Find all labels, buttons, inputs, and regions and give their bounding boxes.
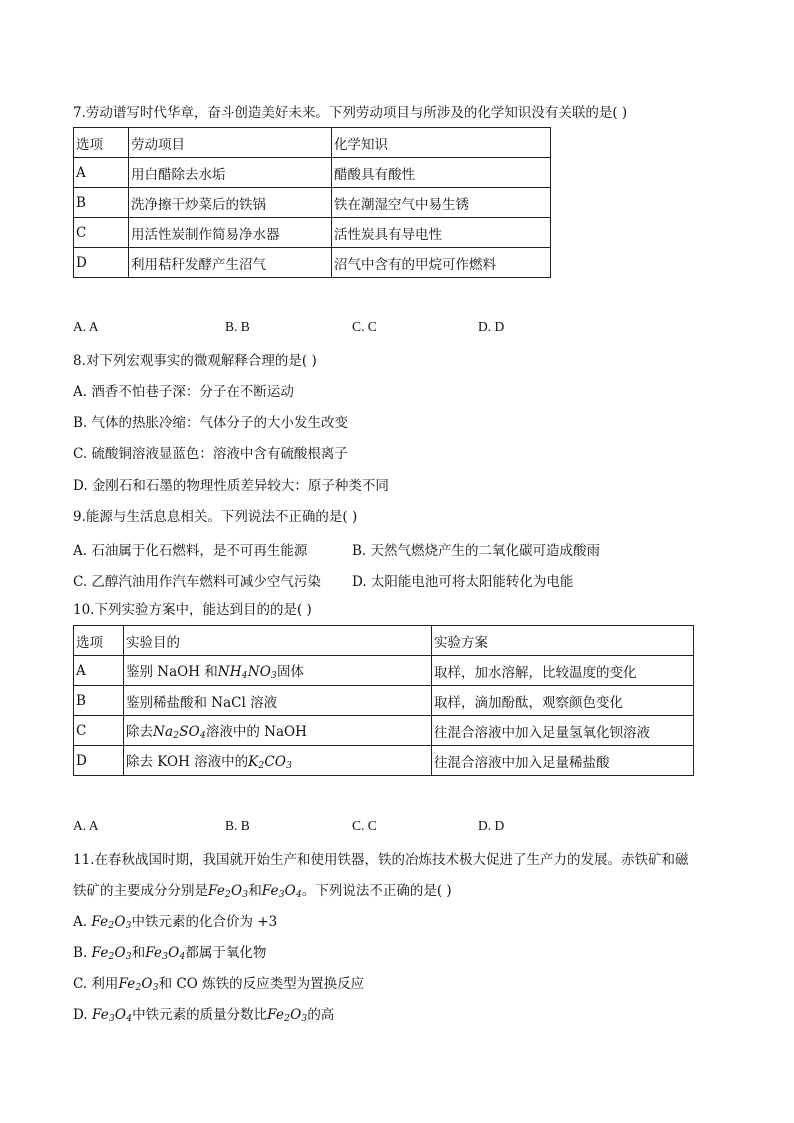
- table-cell: B: [74, 686, 124, 716]
- table-row: [74, 686, 694, 716]
- formula-k2co3: $K_2CO_3$: [248, 754, 293, 771]
- table-cell: 往混合溶液中加入足量稀盐酸: [432, 746, 694, 776]
- table-header-cell: 选项: [74, 128, 129, 158]
- option-label: C. 利用: [73, 976, 119, 992]
- cell-text: 鉴别 NaOH 和: [126, 664, 218, 680]
- table-header-cell: 选项: [74, 626, 124, 656]
- table-cell: 铁在潮湿空气中易生锈: [332, 188, 551, 218]
- option-b[interactable]: B. 气体的热胀冷缩：气体分子的大小发生改变: [73, 415, 349, 431]
- stem-text: 铁矿的主要成分分别是: [73, 883, 208, 899]
- table-cell: 取样，滴加酚酞，观察颜色变化: [432, 686, 694, 716]
- cell-text: 除去: [126, 724, 153, 740]
- option-text: 都属于氧化物: [185, 945, 267, 961]
- option-d[interactable]: [73, 1006, 334, 1028]
- table-header-cell: 劳动项目: [129, 128, 332, 158]
- table-cell: A: [74, 656, 124, 686]
- option-b[interactable]: [73, 944, 266, 966]
- option-c[interactable]: [73, 975, 364, 997]
- option-label: B.: [73, 945, 92, 961]
- table-cell: A: [74, 158, 129, 188]
- formula-na2so4: $Na_2SO_4$: [153, 724, 206, 741]
- cell-text: 固体: [276, 664, 304, 680]
- table-row: [74, 716, 694, 746]
- option-c[interactable]: C. C: [352, 319, 377, 334]
- table-cell: 洗净擦干炒菜后的铁锅: [129, 188, 332, 218]
- formula-fe3o4: $Fe_3O_4$: [261, 883, 302, 900]
- table-row: [74, 158, 551, 188]
- option-text: 的高: [307, 1007, 335, 1023]
- option-b[interactable]: B. B: [225, 818, 250, 833]
- table-header-row: [74, 128, 551, 158]
- q11-stem-line1: 11.在春秋战国时期，我国就开始生产和使用铁器，铁的冶炼技术极大促进了生产力的发展。赤铁矿和磁: [73, 852, 689, 868]
- q9-options-row1: [73, 539, 713, 557]
- table-header-cell: 化学知识: [332, 128, 551, 158]
- option-a[interactable]: A. A: [73, 319, 99, 334]
- q11-stem-line2: [73, 882, 452, 904]
- option-a[interactable]: A. 石油属于化石燃料，是不可再生能源: [73, 543, 308, 559]
- option-b[interactable]: B. 天然气燃烧产生的二氧化碳可造成酸雨: [352, 543, 601, 559]
- q7-stem: 7.劳动谱写时代华章，奋斗创造美好未来。下列劳动项目与所涉及的化学知识没有关联的是( ): [73, 105, 628, 121]
- table-cell: 醋酸具有酸性: [332, 158, 551, 188]
- cell-text: 除去 KOH 溶液中的: [126, 754, 249, 770]
- table-row: [74, 248, 551, 278]
- table-cell: D: [74, 248, 129, 278]
- table-header-cell: 实验目的: [124, 626, 432, 656]
- formula-fe2o3: $Fe_2O_3$: [118, 976, 159, 993]
- table-row: [74, 656, 694, 686]
- table-cell: 往混合溶液中加入足量氢氧化钡溶液: [432, 716, 694, 746]
- option-text: 和 CO 炼铁的反应类型为置换反应: [158, 976, 365, 992]
- option-c[interactable]: C. 乙醇汽油用作汽车燃料可减少空气污染: [73, 574, 321, 590]
- formula-fe2o3: $Fe_2O_3$: [208, 883, 249, 900]
- table-cell: [124, 716, 432, 746]
- table-cell: 鉴别稀盐酸和 NaCl 溶液: [124, 686, 432, 716]
- table-cell: 用白醋除去水垢: [129, 158, 332, 188]
- q7-options: [73, 319, 633, 337]
- option-label: A.: [73, 914, 92, 930]
- table-cell: 利用秸秆发酵产生沼气: [129, 248, 332, 278]
- cell-text: 溶液中的 NaOH: [205, 724, 307, 740]
- formula-fe3o4: $Fe_3O_4$: [91, 1007, 133, 1024]
- option-text: 中铁元素的化合价为 +3: [131, 914, 278, 930]
- q9-stem: 9.能源与生活息息相关。下列说法不正确的是( ): [73, 509, 358, 525]
- q9-options-row2: [73, 570, 713, 588]
- option-d[interactable]: D. 太阳能电池可将太阳能转化为电能: [352, 574, 574, 590]
- option-text: 中铁元素的质量分数比: [132, 1007, 268, 1023]
- q7-table: [73, 127, 551, 278]
- option-d[interactable]: D. D: [478, 818, 505, 833]
- q8-stem: 8.对下列宏观事实的微观解释合理的是( ): [73, 353, 317, 369]
- table-cell: [124, 746, 432, 776]
- formula-fe2o3: $Fe_2O_3$: [91, 914, 132, 931]
- formula-fe3o4: $Fe_3O_4$: [145, 945, 186, 962]
- table-row: [74, 218, 551, 248]
- table-cell: 活性炭具有导电性: [332, 218, 551, 248]
- option-d[interactable]: D. 金刚石和石墨的物理性质差异较大：原子种类不同: [73, 478, 389, 494]
- q10-table: [73, 625, 694, 776]
- table-cell: 用活性炭制作简易净水器: [129, 218, 332, 248]
- option-a[interactable]: A. A: [73, 818, 99, 833]
- table-row: [74, 746, 694, 776]
- q10-options: [73, 818, 633, 836]
- table-cell: 取样，加水溶解，比较温度的变化: [432, 656, 694, 686]
- option-text: 和: [131, 945, 146, 961]
- stem-text: 和: [248, 883, 262, 899]
- formula-fe2o3: $Fe_2O_3$: [91, 945, 132, 962]
- table-header-cell: 实验方案: [432, 626, 694, 656]
- option-c[interactable]: C. 硫酸铜溶液显蓝色：溶液中含有硫酸根离子: [73, 446, 348, 462]
- option-b[interactable]: B. B: [225, 319, 250, 334]
- formula-nh4no3: $NH_4NO_3$: [217, 664, 277, 681]
- option-c[interactable]: C. C: [352, 818, 377, 833]
- table-row: [74, 188, 551, 218]
- option-a[interactable]: A. 酒香不怕巷子深：分子在不断运动: [73, 384, 294, 400]
- formula-fe2o3: $Fe_2O_3$: [267, 1007, 308, 1024]
- table-cell: C: [74, 218, 129, 248]
- option-label: D.: [73, 1007, 92, 1023]
- stem-text: 。下列说法不正确的是( ): [301, 883, 452, 899]
- table-cell: C: [74, 716, 124, 746]
- option-d[interactable]: D. D: [478, 319, 505, 334]
- table-cell: [124, 656, 432, 686]
- q10-stem: 10.下列实验方案中，能达到目的的是( ): [73, 602, 312, 618]
- table-header-row: [74, 626, 694, 656]
- table-cell: B: [74, 188, 129, 218]
- table-cell: D: [74, 746, 124, 776]
- option-a[interactable]: [73, 913, 277, 935]
- table-cell: 沼气中含有的甲烷可作燃料: [332, 248, 551, 278]
